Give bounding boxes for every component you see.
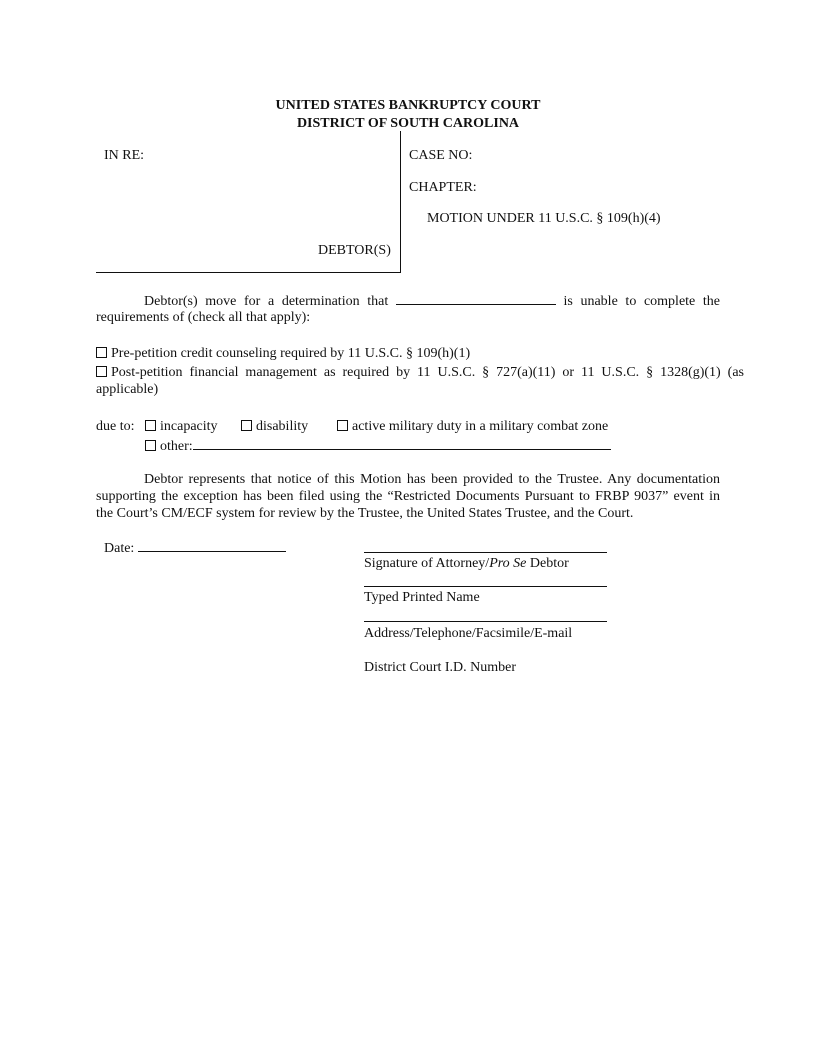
disability-checkbox[interactable] (241, 420, 252, 431)
notice-line3: the Court’s CM/ECF system for review by the Trustee, the United States Trustee, and the Court. (96, 506, 634, 521)
court-name: UNITED STATES BANKRUPTCY COURT (275, 98, 541, 113)
chapter-label: CHAPTER: (409, 180, 477, 195)
military-checkbox[interactable] (337, 420, 348, 431)
requirement-option-1 (96, 345, 470, 362)
due-to-label: due to: (96, 419, 135, 434)
disability-label: disability (256, 419, 309, 434)
reason-military (337, 418, 608, 435)
date-label: Date: (104, 541, 135, 556)
motion-title: MOTION UNDER 11 U.S.C. § 109(h)(4) (427, 211, 661, 226)
signature-prefix: Signature of Attorney/ (364, 556, 490, 571)
address-line[interactable] (364, 621, 607, 622)
district-id-caption: District Court I.D. Number (364, 660, 517, 675)
typed-name-line[interactable] (364, 586, 607, 587)
party-blank-line[interactable] (396, 292, 556, 305)
intro-after-text: is unable to complete the (563, 294, 720, 309)
notice-line1: Debtor represents that notice of this Motion has been provided to the Trustee. Any documentation (144, 472, 720, 487)
post-petition-checkbox[interactable] (96, 366, 107, 377)
military-label: active military duty in a military combat zone (352, 419, 609, 434)
caption-horizontal-divider (96, 272, 401, 273)
in-re-label: IN RE: (104, 148, 145, 163)
requirement-option-2 (96, 364, 744, 381)
post-petition-label-cont: applicable) (96, 382, 159, 397)
address-caption: Address/Telephone/Facsimile/E-mail (364, 626, 573, 641)
signature-pro-se: Pro Se (489, 556, 527, 571)
intro-before-text: Debtor(s) move for a determination that (144, 294, 389, 309)
reason-disability (241, 418, 308, 435)
signature-line[interactable] (364, 552, 607, 553)
pre-petition-label: Pre-petition credit counseling required by 11 U.S.C. § 109(h)(1) (111, 346, 471, 361)
debtors-label: DEBTOR(S) (318, 243, 391, 258)
date-field (104, 539, 286, 557)
caption-vertical-divider (400, 131, 401, 273)
incapacity-checkbox[interactable] (145, 420, 156, 431)
other-label: other: (160, 439, 193, 454)
typed-name-caption: Typed Printed Name (364, 590, 480, 605)
signature-caption (364, 555, 569, 572)
reason-incapacity (145, 418, 218, 435)
motion-intro-line1 (96, 292, 720, 310)
other-checkbox[interactable] (145, 440, 156, 451)
signature-suffix: Debtor (526, 556, 569, 571)
district-name: DISTRICT OF SOUTH CAROLINA (296, 116, 520, 131)
date-blank-line[interactable] (138, 539, 286, 552)
notice-line2: supporting the exception has been filed using the “Restricted Documents Pursuant to FRBP 9037” event in (96, 489, 720, 504)
reason-other (145, 437, 611, 455)
case-no-label: CASE NO: (409, 148, 473, 163)
incapacity-label: incapacity (160, 419, 218, 434)
pre-petition-checkbox[interactable] (96, 347, 107, 358)
motion-intro-line2: requirements of (check all that apply): (96, 310, 311, 325)
other-blank-line[interactable] (193, 437, 611, 450)
post-petition-label: Post-petition financial management as required by 11 U.S.C. § 727(a)(11) or 11 U.S.C. § 1328(g)(1) (as (111, 365, 744, 380)
